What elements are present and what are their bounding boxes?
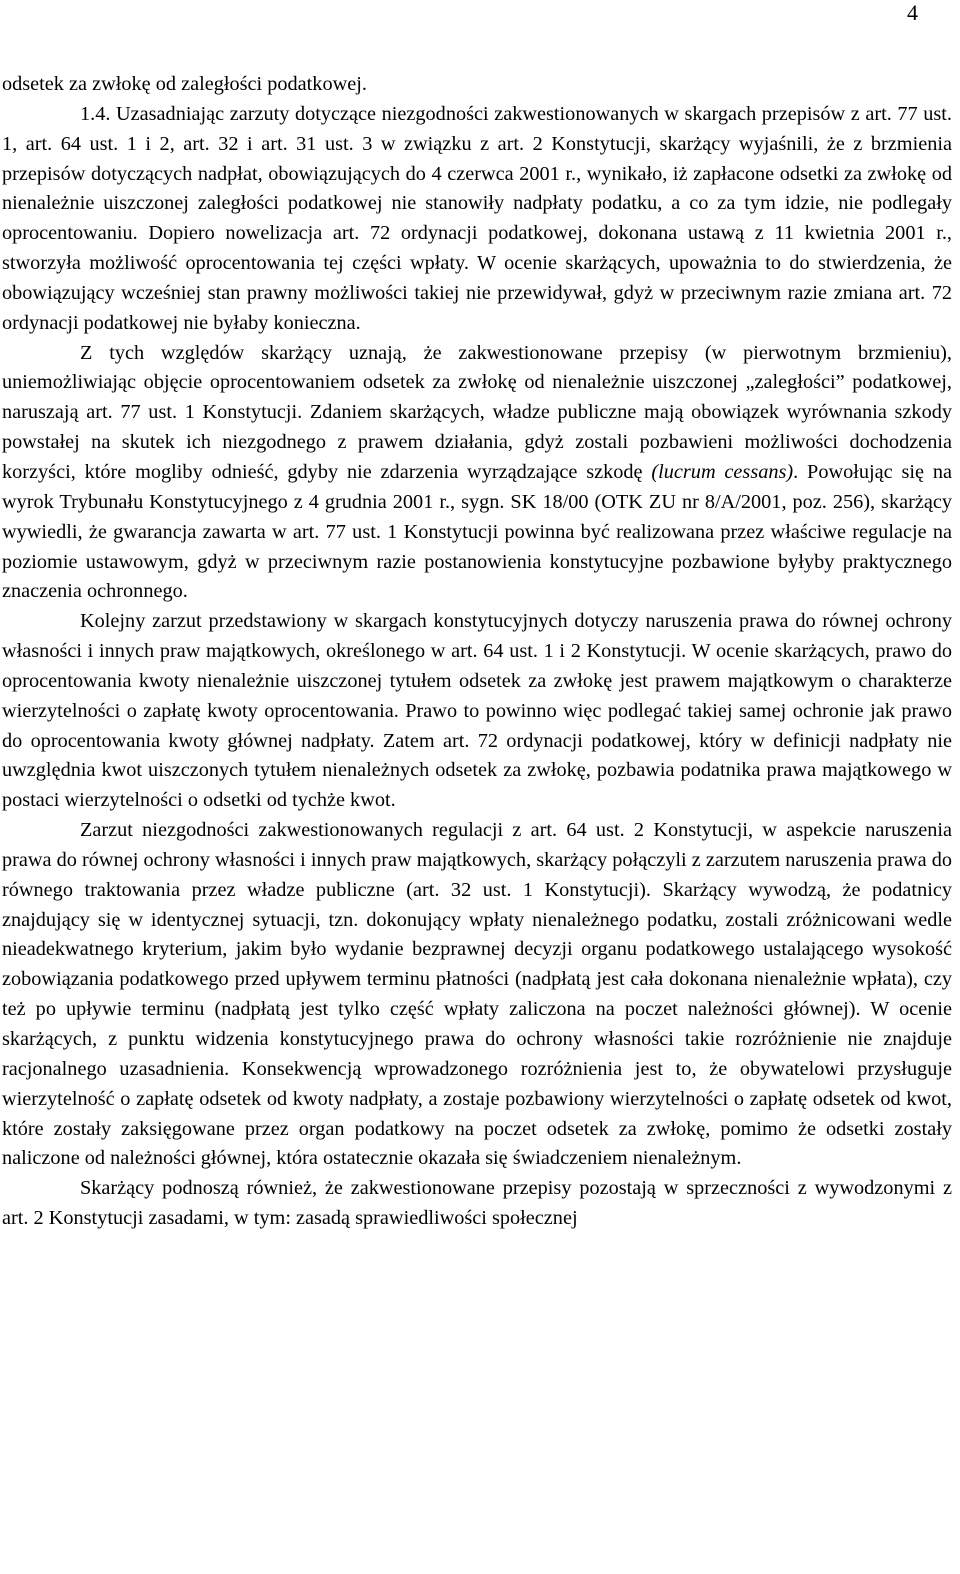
document-body (2, 70, 952, 1234)
paragraph-art-77 (2, 339, 952, 608)
paragraph-section-1-4: 1.4. Uzasadniając zarzuty dotyczące niezgodności zakwestionowanych w skargach przepisów z art. 77 ust. 1, art. 64 ust. 1 i 2, art. 32 i art. 31 ust. 3 w związku z art. 2 Konstytucji, skarżący wyjaśnili, że z brzmienia przepisów dotyczących nadpłat, obowiązujących do 4 czerwca 2001 r., wynikało, iż zapłacone odsetki za zwłokę od nienależnie uiszczonej zaległości podatkowej nie stanowiły nadpłaty podatku, a co za tym idzie, nie podlegały oprocentowaniu. Dopiero nowelizacja art. 72 ordynacji podatkowej, dokonana ustawą z 11 kwietnia 2001 r., stworzyła możliwość oprocentowania tej części wpłaty. W ocenie skarżących, upoważnia to do stwierdzenia, że obowiązujący wcześniej stan prawny możliwości takiej nie przewidywał, gdyż w przeciwnym razie zmiana art. 72 ordynacji podatkowej nie byłaby konieczna. (2, 102, 952, 334)
latin-term: (lucrum cessans) (651, 460, 794, 483)
paragraph-continuation: odsetek za zwłokę od zaległości podatkowej. (2, 73, 367, 95)
page-number: 4 (907, 0, 918, 25)
paragraph-text: Z tych względów skarżący uznają, że zakwestionowane przepisy (w pierwotnym brzmieniu), uniemożliwiając objęcie oprocentowaniem odsetek za zwłokę od nienależnie uiszczonej „zaległości” podatkowej, naruszają art. 77 ust. 1 Konstytucji. Zdaniem skarżących, władze publiczne mają obowiązek wyrównania szkody powstałej na skutek ich niezgodnego z prawem działania, gdyż zostali pozbawieni możliwości dochodzenia korzyści, które mogliby odnieść, gdyby nie zdarzenia wyrządzające szkodę (2, 341, 952, 483)
paragraph-art-64: Kolejny zarzut przedstawiony w skargach konstytucyjnych dotyczy naruszenia prawa do równej ochrony własności i innych praw majątkowych, określonego w art. 64 ust. 1 i 2 Konstytucji. W ocenie skarżących, prawo do oprocentowania kwoty nienależnie uiszczonej tytułem odsetek za zwłokę jest prawem majątkowym o charakterze wierzytelności o zapłatę kwoty oprocentowania. Prawo to powinno więc podlegać takiej samej ochronie jak prawo do oprocentowania kwoty głównej nadpłaty. Zatem art. 72 ordynacji podatkowej, który w definicji nadpłaty nie uwzględnia kwot uiszczonych tytułem nienależnych odsetek za zwłokę, pozbawia podatnika prawa majątkowego w postaci wierzytelności o odsetki od tychże kwot. (2, 610, 952, 812)
paragraph-text: . Powołując się na wyrok Trybunału Konstytucyjnego z 4 grudnia 2001 r., sygn. SK 18/00 (OTK ZU nr 8/A/2001, poz. 256), skarżący wywiedli, że gwarancja zawarta w art. 77 ust. 1 Konstytucji powinna być realizowana przez właściwe regulacje na poziomie ustawowym, gdyż w przeciwnym razie postanowienia konstytucyjne pozbawione byłyby praktycznego znaczenia ochronnego. (2, 460, 952, 603)
paragraph-art-32: Zarzut niezgodności zakwestionowanych regulacji z art. 64 ust. 2 Konstytucji, w aspekcie naruszenia prawa do równej ochrony własności i innych praw majątkowych, skarżący połączyli z zarzutem naruszenia prawa do równego traktowania przez władze publiczne (art. 32 ust. 1 Konstytucji). Skarżący wywodzą, że podatnicy znajdujący się w identycznej sytuacji, tzn. dokonujący wpłaty nienależnego podatku, zostali zróżnicowani wedle nieadekwatnego kryterium, jakim było wydanie bezprawnej decyzji organu podatkowego ustalającego wysokość zobowiązania podatkowego przed upływem terminu płatności (nadpłatą jest cała dokonana nienależnie wpłata), czy też po upływie terminu (nadpłatą jest tylko część wpłaty zaliczona na poczet należności głównej). W ocenie skarżących, z punktu widzenia konstytucyjnego prawa do ochrony własności takie rozróżnienie nie znajduje racjonalnego uzasadnienia. Konsekwencją wprowadzonego rozróżnienia jest to, że obywatelowi przysługuje wierzytelność o zapłatę odsetek od kwoty nadpłaty, a zostaje pozbawiony wierzytelności o zapłatę odsetek od kwot, które zostały zaksięgowane przez organ podatkowy na poczet odsetek za zwłokę, pomimo że odsetki zostały naliczone od należności głównej, która ostatecznie okazała się świadczeniem nienależnym. (2, 819, 952, 1170)
paragraph-art-2: Skarżący podnoszą również, że zakwestionowane przepisy pozostają w sprzeczności z wywodzonymi z art. 2 Konstytucji zasadami, w tym: zasadą sprawiedliwości społecznej (2, 1177, 952, 1230)
